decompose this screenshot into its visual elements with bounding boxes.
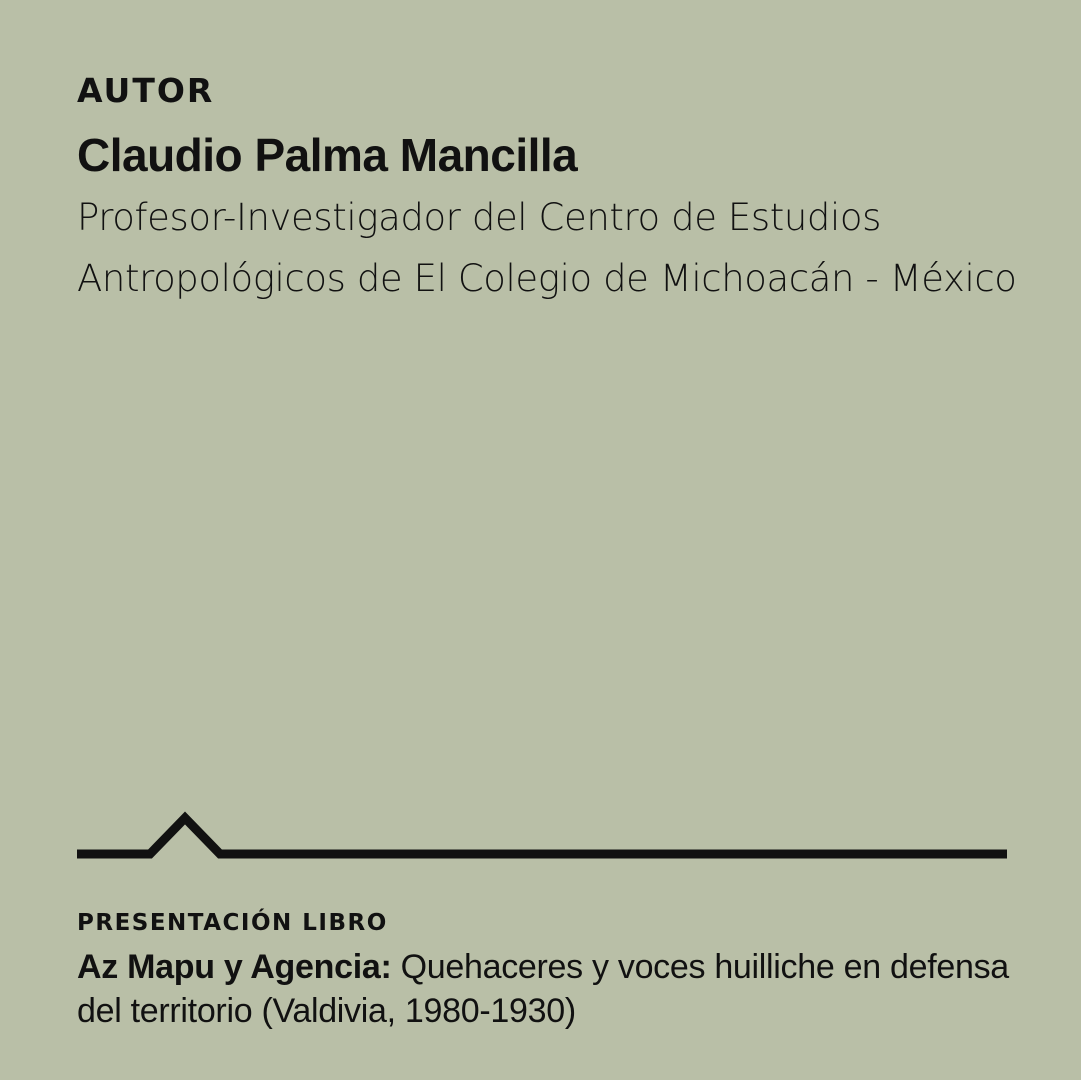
- affiliation-line-2: Antropológicos de El Colegio de Michoacán - México: [77, 257, 1017, 300]
- author-label: AUTOR: [77, 71, 215, 110]
- affiliation-line-1: Profesor-Investigador del Centro de Estudios: [77, 196, 882, 239]
- book-presentation-label: PRESENTACIÓN LIBRO: [77, 910, 388, 936]
- mountain-peak-line-icon: [77, 808, 1007, 862]
- author-name: Claudio Palma Mancilla: [77, 129, 578, 181]
- book-section: [77, 906, 1037, 1033]
- book-title-subtitle: Quehaceres y voces huilliche en defensa del territorio (Valdivia, 1980-1930): [77, 948, 1009, 1030]
- author-affiliation: [77, 187, 1037, 309]
- book-title-bold: Az Mapu y Agencia:: [77, 948, 392, 986]
- book-title: [77, 945, 1037, 1033]
- author-section: [77, 70, 1037, 309]
- divider-line: [77, 818, 1007, 854]
